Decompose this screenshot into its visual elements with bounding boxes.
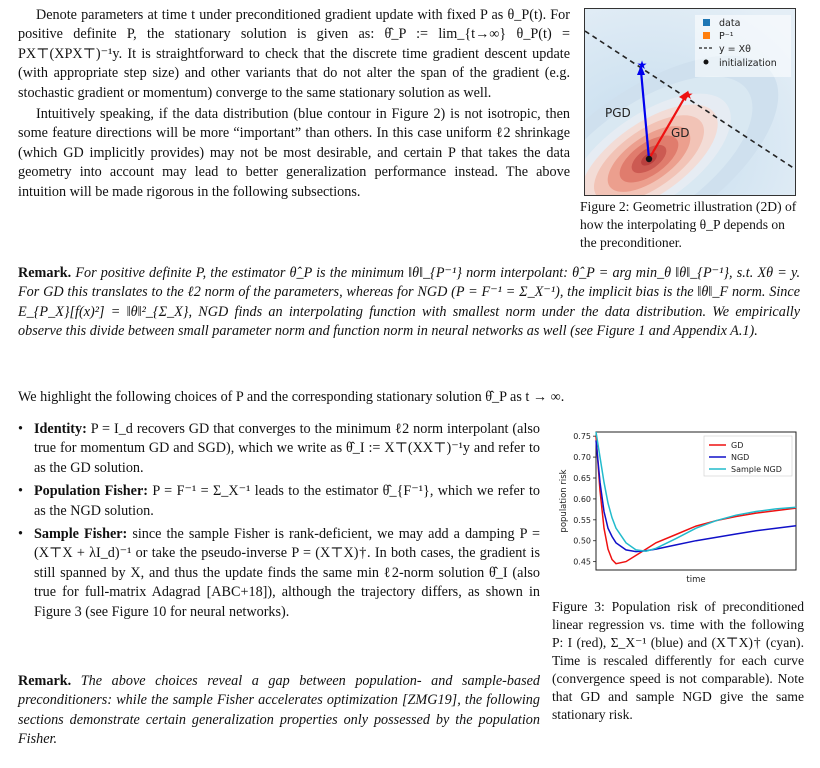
fig2-legend-init-swatch [704,60,709,65]
figure-3-chart [552,424,810,592]
list-item [18,525,540,622]
figure-3-caption: Figure 3: Population risk of preconditioned linear regression vs. time with the following P: I (red), Σ_X⁻¹ (blue) and (X⊤X)† (cyan). Time is rescaled differently for each curve (convergence speed is not comparable). Note that GD and sample NGD give the same stationary risk. [552,599,804,722]
choices-intro-text: We highlight the following choices of P and the corresponding stationary solution θ̂_P as t → ∞. [18,389,565,405]
choices-list [18,420,540,622]
choice-population-fisher-label: Population Fisher: [34,483,148,500]
figure-3-svg [552,424,810,592]
bullet-icon: • [18,483,23,500]
legend-entry: GD [731,441,744,450]
y-tick-label: 0.45 [573,557,591,567]
y-tick-label: 0.60 [573,494,591,504]
figure-2-caption: Figure 2: Geometric illustration (2D) of how the interpolating θ_P depends on the preconditioner. [580,199,797,250]
fig2-gd-star: ★ [682,88,694,102]
choices-list-block [18,420,540,626]
remark-2-label: Remark. [18,673,72,689]
fig2-label-pgd: PGD [605,106,631,120]
y-tick-label: 0.75 [573,432,591,442]
paragraph-stationary-solution [18,6,570,202]
fig2-legend-line: y = Xθ [719,44,751,55]
paragraph-2-text: Intuitively speaking, if the data distribution (blue contour in Figure 2) is not isotropic, then some feature directions will be more “important” than others. In this case uniform ℓ2 shrinkage (which GD implicitly provides) may not be most desirable, and certain P that takes the data geometry into account may lead to better generalization performance instead. The above intuition will be made rigorous in the following subsections. [18,106,570,200]
y-tick-label: 0.50 [573,536,591,546]
choice-identity-label: Identity: [34,421,87,437]
remark-1-label: Remark. [18,265,72,281]
fig2-pgd-star: ★ [636,58,648,72]
legend-entry: Sample NGD [731,465,782,474]
choice-sample-fisher-label: Sample Fisher: [34,526,128,543]
list-item [18,482,540,521]
remark-1 [18,264,800,342]
choices-intro [18,388,800,407]
fig2-label-gd: GD [671,126,690,140]
y-tick-label: 0.70 [573,453,591,463]
y-axis-label: population risk [559,469,569,533]
remark-2 [18,672,540,750]
choice-sample-fisher-text: since the sample Fisher is rank-deficient, we may add a damping P = (X⊤X + λI_d)⁻¹ or take the pseudo-inverse P = (X⊤X)†. In both cases, the gradient is still spanned by X, and thus the update finds the same min ℓ2-norm solution θ̂_I (also true for full-matrix Adagrad [ABC+18]), although the trajectory differs, as shown in Figure 3 (see Figure 10 for neural networks). [34,526,541,620]
x-axis-label: time [686,575,706,585]
paragraph-1-text: Denote parameters at time t under preconditioned gradient update with fixed P as θ_P(t). For positive definite P, the stationary solution is given as: θ̂_P := lim_{t→∞} θ_P(t) = PX⊤(XPX⊤)⁻¹y. It is straightforward to check that the discrete time gradient descent update (with appropriate step size) and other variants that do not alter the span of the gradient (e.g. stochastic gradient or momentum) converge to the same stationary solution as well. [18,7,570,101]
choice-identity-text: P = I_d recovers GD that converges to the minimum ℓ2 norm interpolant (also true for momentum GD and SGD), which we write as θ̂_I := X⊤(XX⊤)⁻¹y and refer to as the GD solution. [34,421,540,476]
bullet-icon: • [18,526,23,543]
list-item [18,420,540,478]
fig2-legend-data: data [719,18,741,29]
remark-2-text: The above choices reveal a gap between population- and sample-based preconditioners: while the sample Fisher accelerates optimization [ZMG19], the following sections demonstrate certain generalization properties only possessed by the population Fisher. [18,673,541,748]
fig2-legend [695,15,791,77]
fig2-legend-pinv: P⁻¹ [719,31,734,42]
figure-2-svg [585,9,795,195]
remark-1-text: For positive definite P, the estimator θ̂_P is the minimum ‖θ‖_{P⁻¹} norm interpolant: θ̂_P = arg min_θ ‖θ‖_{P⁻¹}, s.t. Xθ = y. For GD this translates to the ℓ2 norm of the parameters, whereas for NGD (P = F⁻¹ = Σ_X⁻¹), the implicit bias is the ‖θ‖_F norm. Since E_{P_X}[f(x)²] = ‖θ‖²_{Σ_X}, NGD finds an interpolating function with smallest norm under the data distribution. We empirically observe this divide between small parameter norm and function norm in neural networks as well (see Figure 1 and Appendix A.1). [18,265,800,340]
y-tick-label: 0.55 [573,515,591,525]
figure-2-illustration [584,8,796,196]
bullet-icon: • [18,421,23,437]
fig2-initialization-point [646,156,652,162]
fig2-legend-pinv-swatch [703,32,710,39]
fig2-legend-data-swatch [703,19,710,26]
legend-entry: NGD [731,453,750,462]
y-tick-label: 0.65 [573,474,591,483]
choice-population-fisher-text: P = F⁻¹ = Σ_X⁻¹ leads to the estimator θ̂_{F⁻¹}, which we refer to as the NGD solution. [34,483,541,519]
fig2-legend-init: initialization [719,58,777,69]
